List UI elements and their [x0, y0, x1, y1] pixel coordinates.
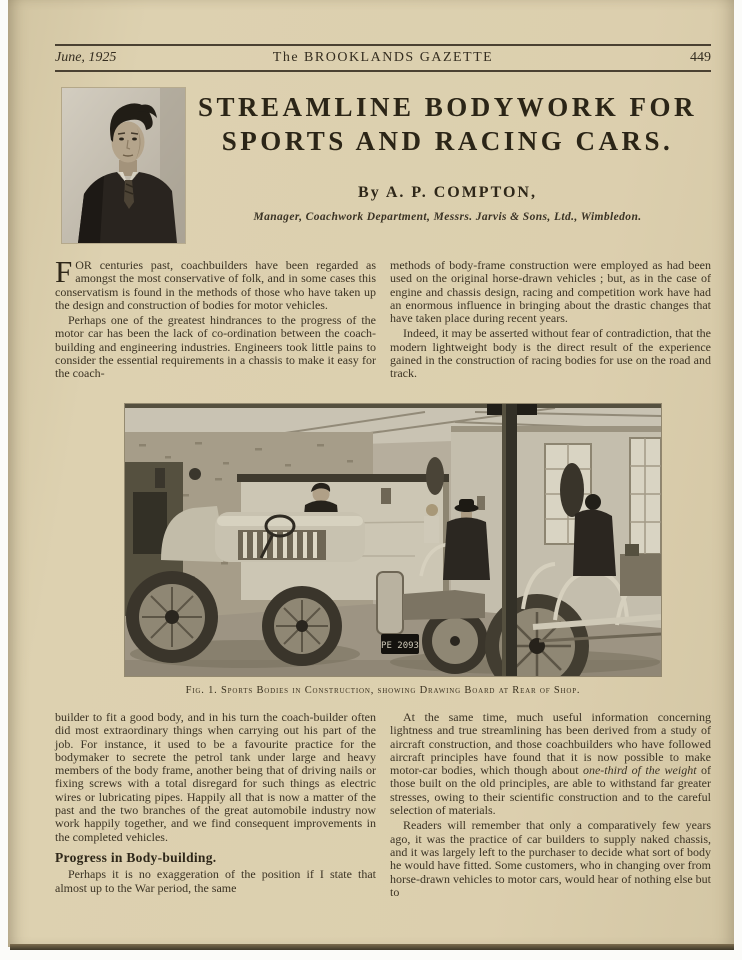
figure-caption: Fig. 1. Sports Bodies in Construction, showing Drawing Board at Rear of Shop. — [185, 685, 581, 696]
workman-figure — [424, 504, 439, 543]
paragraph: Perhaps it is no exaggeration of the position if I state that almost up to the War period, the same — [55, 867, 376, 895]
paragraph: Indeed, it may be asserted without fear of contradiction, that the modern lightweight body is the direct result of the experience gained in the construction of racing bodies for use on the road and track. — [390, 326, 711, 381]
gazette-title: The BROOKLANDS GAZETTE — [272, 50, 494, 65]
article-title-line-1: STREAMLINE BODYWORK FOR — [197, 92, 698, 122]
paragraph: Readers will remember that only a comparatively few years ago, it was the practice of car builders to supply naked chassis, and it was largely left to the purchaser to decide what sort of body he would have fitted. Some customers, who in changing over from horse-drawn vehicles to motor cars, would hear of nothing else but to — [390, 818, 711, 899]
license-plate: PE 2093 — [381, 641, 419, 651]
body-columns-top — [55, 254, 711, 383]
section-heading: Progress in Body-building. — [55, 849, 217, 865]
byline: By A. P. COMPTON, — [358, 184, 537, 201]
paragraph — [55, 254, 376, 312]
issue-date: June, 1925 — [55, 50, 117, 65]
author-portrait-photo — [62, 88, 185, 243]
body-columns-bottom — [55, 711, 711, 901]
italic-phrase: one-third of the weight — [582, 763, 697, 778]
hanging-coat — [426, 457, 444, 495]
column-left-bottom — [55, 711, 376, 901]
magazine-page — [8, 0, 734, 947]
workshop-illustration — [125, 404, 661, 676]
column-right-bottom — [390, 711, 711, 901]
car-left — [161, 506, 365, 562]
hanging-coat — [560, 463, 584, 517]
paragraph: builder to fit a good body, and in his turn the coach-builder often did most extraordinary things when carrying out his part of the job. For instance, it used to be a favourite practice for the bodymaker to secrete the petrol tank under large and heavy members of the body frame, another being that of driving nails or fixing screws with a total disregard for such things as electric wires or lubricating pipes. Happily all that is now a matter of the past and the two branches of the great automobile industry now work happily together, and we find consequent improvements in the completed vehicles. — [55, 710, 376, 844]
portrait-illustration — [62, 88, 185, 243]
page-number: 449 — [690, 50, 711, 65]
paragraph-text: At the same time, much useful information concerning lightness and true streamlining has been derived from a study of aircraft construction, and those coachbuilders who have followed aircraft principles have found that it is now possible to make motor-car bodies, which though about — [390, 710, 711, 778]
article-header — [190, 90, 705, 223]
drop-cap: F — [55, 254, 73, 289]
article-title-line-2: SPORTS AND RACING CARS. — [221, 126, 674, 156]
column-left-top — [55, 254, 376, 383]
running-header — [55, 44, 711, 72]
paragraph-text: OR centuries past, coachbuilders have been regarded as amongst the most conservative of folk, and in some cases this conservatism is found in the methods of those who have taken up the design and construction of bodies for motor vehicles. — [55, 258, 376, 312]
workshop-photo — [125, 404, 661, 676]
paragraph — [390, 711, 711, 817]
paragraph: Perhaps one of the greatest hindrances to the progress of the motor car has been the lack of co-ordination between the coach-building and engineering industries. Engineers took little pains to consider the essential requirements in a chassis to make it easy for the coach- — [55, 313, 376, 381]
paragraph: methods of body-frame construction were employed as had been used on the original horse-drawn vehicles ; but, as in the case of engine and chassis design, racing and competition work have had an enormous influence in bringing about the drastic changes that have taken place during recent years. — [390, 258, 711, 326]
column-right-top — [390, 259, 711, 383]
paragraph-text: of those built on the old principles, are able to withstand far greater stresses, owing to their scientific construction and to the careful selection of materials. — [390, 763, 711, 818]
byline-detail: Manager, Coachwork Department, Messrs. Jarvis & Sons, Ltd., Wimbledon. — [253, 211, 642, 223]
